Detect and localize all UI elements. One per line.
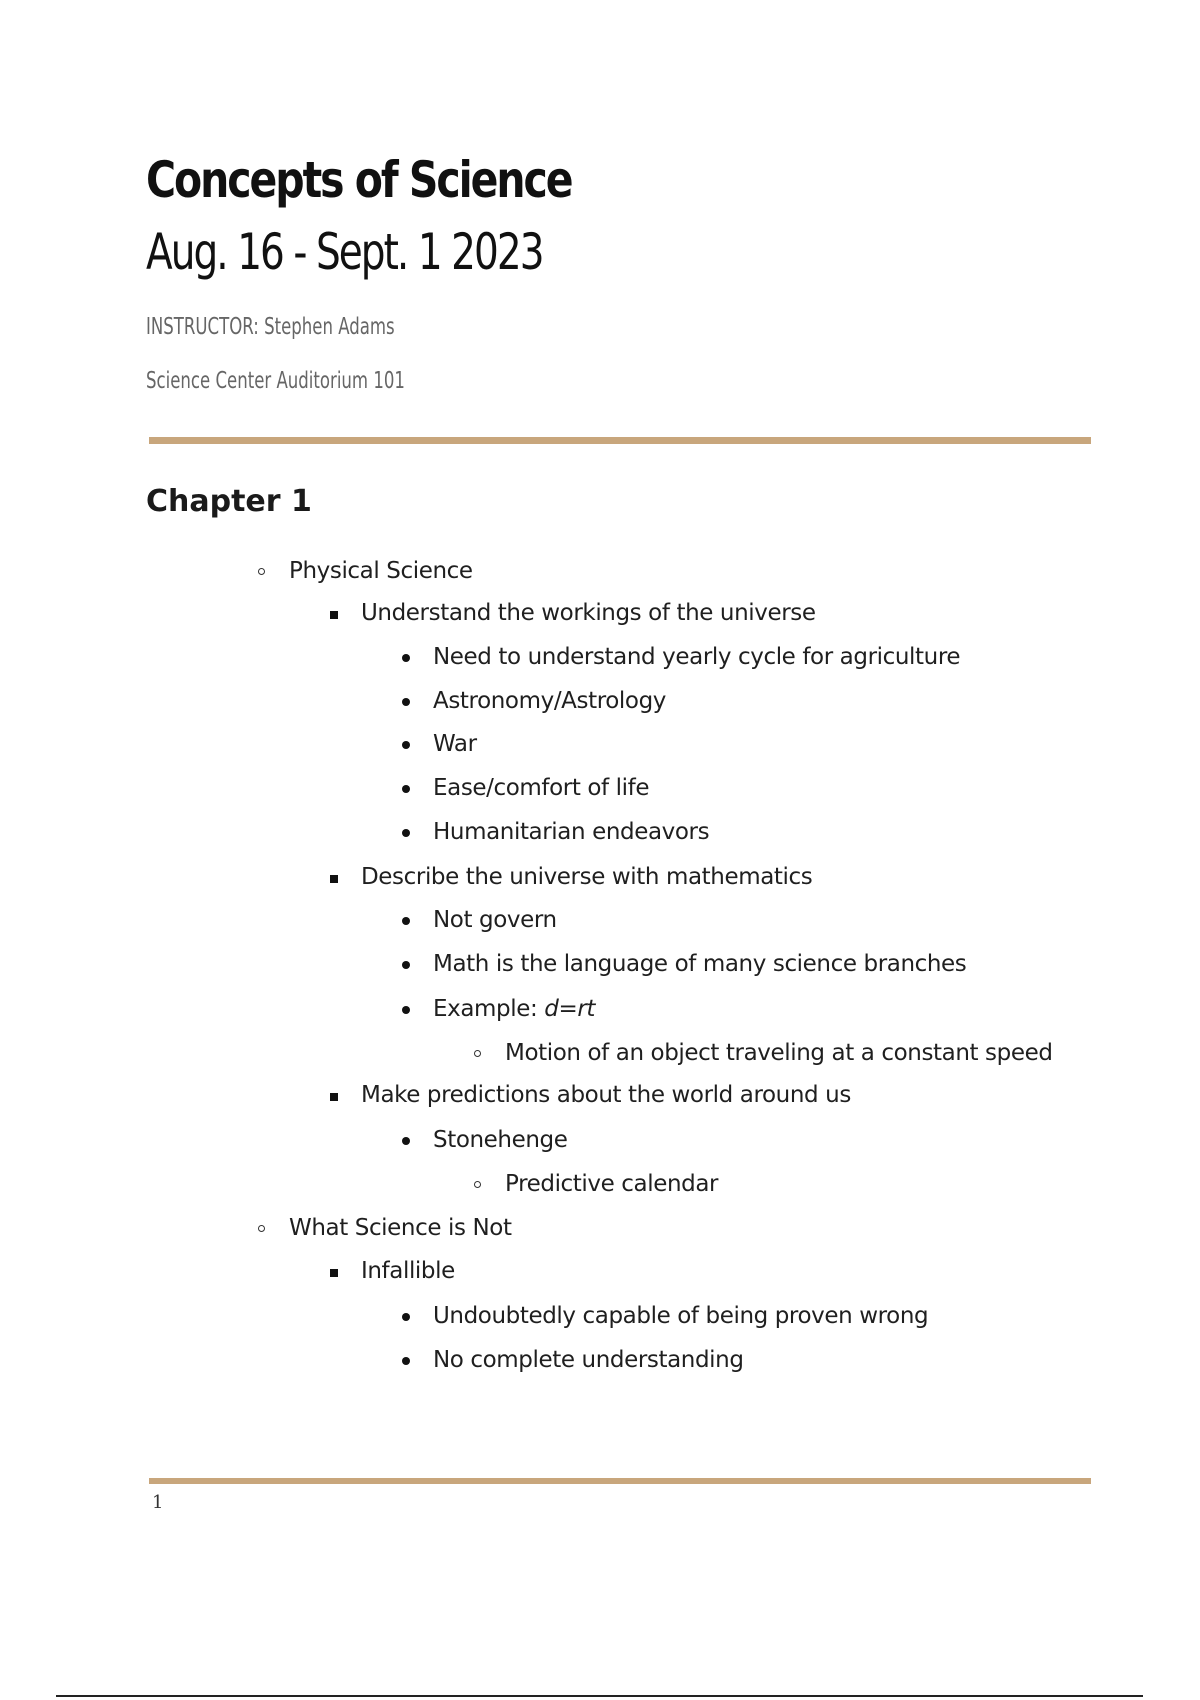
filled-bullet-icon <box>399 642 423 672</box>
example-prefix: Example: <box>433 996 545 1022</box>
outline-item-text: War <box>433 731 477 757</box>
filled-bullet-icon <box>399 686 423 716</box>
outline-item-text: Astronomy/Astrology <box>433 688 667 714</box>
page-edge-line <box>56 1695 1143 1697</box>
filled-bullet-icon <box>399 949 423 979</box>
document-title: Concepts of Science <box>146 151 572 209</box>
outline-item-text: Make predictions about the world around us <box>361 1082 851 1108</box>
outline-item-text: Understand the workings of the universe <box>361 600 816 626</box>
filled-bullet-icon <box>399 1125 423 1155</box>
page-number: 1 <box>152 1492 164 1513</box>
outline-item-text: Motion of an object traveling at a constant speed <box>505 1040 1053 1066</box>
instructor-line: INSTRUCTOR: Stephen Adams <box>146 314 395 340</box>
outline-item-text: Undoubtedly capable of being proven wrong <box>433 1303 929 1329</box>
hollow-bullet-icon <box>255 1213 279 1243</box>
filled-bullet-icon <box>399 817 423 847</box>
outline-item-text: What Science is Not <box>289 1215 512 1241</box>
chapter-heading: Chapter 1 <box>146 484 312 519</box>
outline-item-text <box>433 994 595 1024</box>
outline-item-text: Math is the language of many science branches <box>433 951 967 977</box>
example-formula: d=rt <box>544 996 595 1022</box>
outline-item-text: Physical Science <box>289 558 473 584</box>
filled-bullet-icon <box>399 905 423 935</box>
square-bullet-icon <box>327 1256 351 1286</box>
top-divider <box>149 437 1091 444</box>
hollow-bullet-icon <box>255 556 279 586</box>
filled-bullet-icon <box>399 729 423 759</box>
filled-bullet-icon <box>399 1301 423 1331</box>
hollow-bullet-icon <box>471 1169 495 1199</box>
outline-item-text: Humanitarian endeavors <box>433 819 710 845</box>
outline-item-text: Describe the universe with mathematics <box>361 864 813 890</box>
outline-item-text: Need to understand yearly cycle for agriculture <box>433 644 961 670</box>
filled-bullet-icon <box>399 1345 423 1375</box>
location-line: Science Center Auditorium 101 <box>146 368 405 394</box>
course-dates: Aug. 16 - Sept. 1 2023 <box>146 223 543 281</box>
outline-item-text: Ease/comfort of life <box>433 775 650 801</box>
outline-item-text: Stonehenge <box>433 1127 568 1153</box>
hollow-bullet-icon <box>471 1038 495 1068</box>
square-bullet-icon <box>327 598 351 628</box>
filled-bullet-icon <box>399 994 423 1024</box>
square-bullet-icon <box>327 862 351 892</box>
square-bullet-icon <box>327 1080 351 1110</box>
outline-item-text: No complete understanding <box>433 1347 744 1373</box>
outline-item-text: Infallible <box>361 1258 455 1284</box>
outline-item-text: Not govern <box>433 907 557 933</box>
filled-bullet-icon <box>399 773 423 803</box>
outline-item-text: Predictive calendar <box>505 1171 719 1197</box>
bottom-divider <box>149 1478 1091 1484</box>
